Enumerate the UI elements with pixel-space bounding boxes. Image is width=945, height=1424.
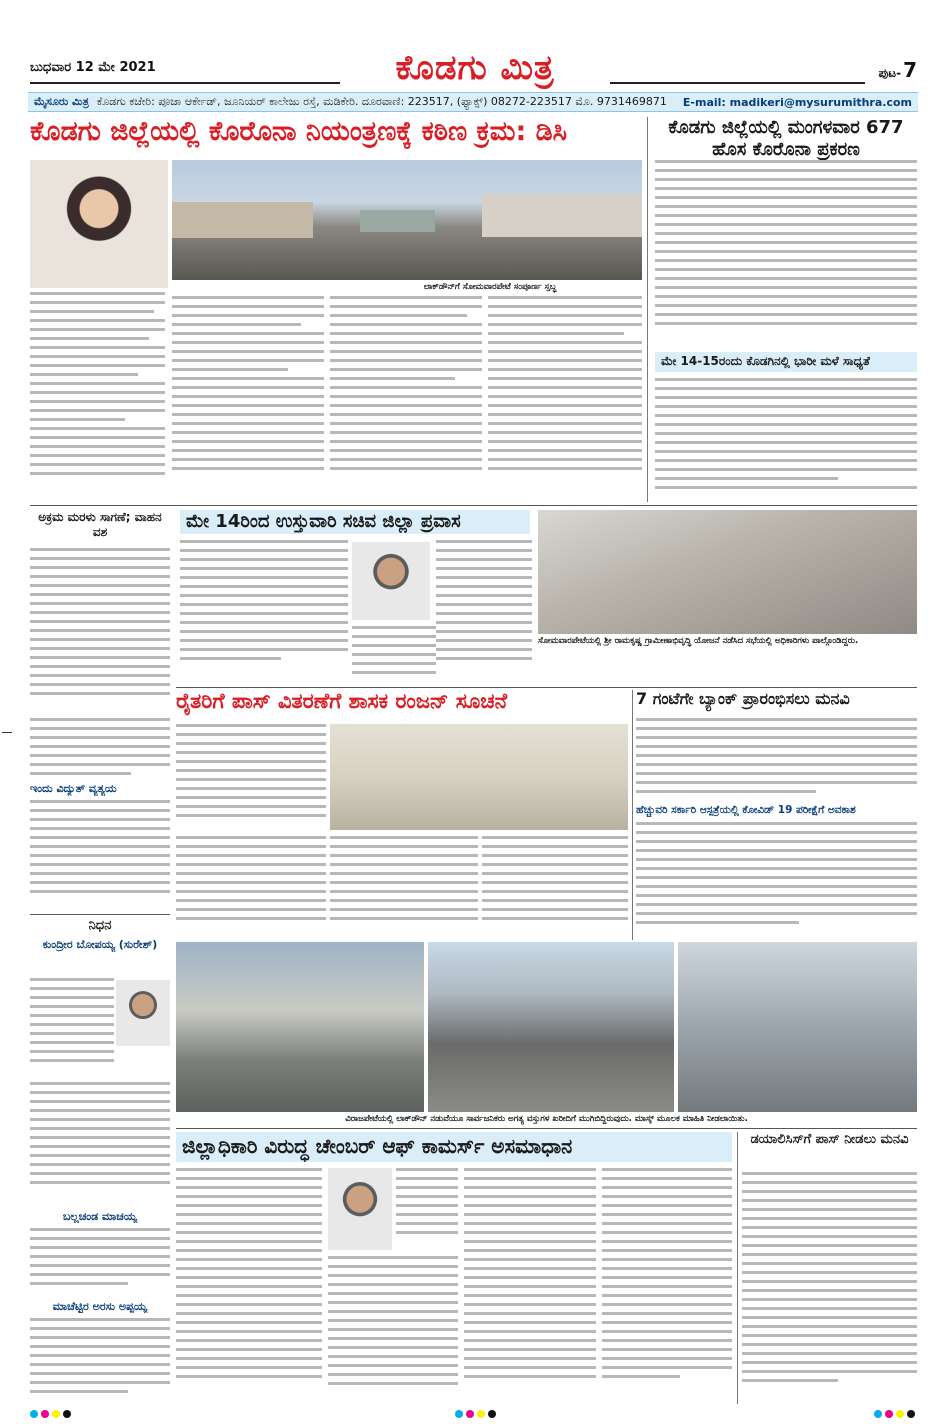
chamber-story-col2 (328, 1256, 458, 1404)
contact-bar (28, 92, 918, 112)
power-cut-headline: ಇಂದು ವಿದ್ಯುತ್ ವ್ಯತ್ಯಯ (30, 782, 117, 795)
obituary2-name: ಬಲ್ಲಚಂಡ ಮಾಚಯ್ಯ (62, 1210, 138, 1223)
page-number-value: 7 (903, 58, 917, 82)
vehicle-story (30, 548, 170, 713)
chamber-story-col1 (176, 1168, 322, 1404)
obituary3-name: ಮಾಚೆಟ್ಟಿರ ಅರಸು ಅಪ್ಪಯ್ಯ (52, 1300, 148, 1313)
section-rule (176, 687, 917, 688)
column-divider (647, 117, 648, 502)
masthead-rule-right (610, 82, 865, 84)
rain-headline: ಮೇ 14-15ರಂದು ಕೊಡಗಿನಲ್ಲಿ ಭಾರೀ ಮಳೆ ಸಾಧ್ಯತೆ (655, 352, 917, 372)
minister-portrait-photo (352, 542, 430, 620)
market-crowd-photo-2 (428, 942, 674, 1112)
corona-cases-headline: ಕೊಡಗು ಜಿಲ್ಲೆಯಲ್ಲಿ ಮಂಗಳವಾರ 677 ಹೊಸ ಕೊರೊನಾ ಪ್ರಕರಣ (668, 117, 904, 160)
masthead-logo (340, 44, 610, 92)
issue-date: ಬುಧವಾರ 12 ಮೇ 2021 (30, 60, 156, 75)
bank-headline: 7 ಗಂಟೆಗೇ ಬ್ಯಾಂಕ್ ಪ್ರಾರಂಭಿಸಲು ಮನವಿ (636, 690, 850, 708)
dialysis-story (742, 1172, 917, 1404)
obituary-photo (116, 980, 170, 1046)
vehicle-headline: ಅಕ್ರಮ ಮರಳು ಸಾಗಣೆ; ವಾಹನ ವಶ (38, 510, 162, 539)
registration-marks-right (874, 1410, 915, 1418)
obituary-story (30, 978, 114, 1078)
chamber-story-col2a (396, 1168, 458, 1250)
obituary2-story (30, 1228, 170, 1296)
bank-story (636, 718, 917, 802)
market-vendors-photo (678, 942, 917, 1112)
registration-tick (2, 732, 12, 733)
market-crowd-photo-1 (176, 942, 424, 1112)
section-rule (30, 914, 170, 915)
dc-portrait-photo (30, 160, 168, 288)
column-divider (632, 690, 633, 940)
chamber-story-col4 (602, 1168, 732, 1404)
section-rule (176, 1128, 917, 1129)
officials-meeting-photo (538, 510, 917, 634)
lead-story-col3 (330, 296, 482, 502)
covid-hospital-headline: ಹೆಚ್ಚುವರಿ ಸರ್ಕಾರಿ ಆಸ್ಪತ್ರೆಯಲ್ಲಿ ಕೋವಿಡ್ 19 ಪರೀಕ್ಷೆಗೆ ಅವಕಾಶ (636, 804, 856, 816)
newspaper-title: ಕೊಡಗು ಮಿತ್ರ (395, 48, 555, 88)
lead-story-col2 (172, 296, 324, 502)
farmers-story-col2 (176, 836, 326, 936)
obituary3-story (30, 1318, 170, 1402)
registration-marks-left (30, 1410, 71, 1418)
minister-story-col2 (436, 540, 532, 682)
farmers-headline: ರೈತರಿಗೆ ಪಾಸ್ ವಿತರಣೆಗೆ ಶಾಸಕ ರಂಜನ್ ಸೂಚನೆ (176, 690, 508, 713)
masthead-rule-left (30, 82, 340, 84)
minister-story-col3 (352, 626, 436, 682)
officials-photo-caption: ಸೋಮವಾರಪೇಟೆಯಲ್ಲಿ ಶ್ರೀ ರಾಮಕೃಷ್ಣ ಗ್ರಾಮೀಣಾಭಿವೃದ್ಧಿ ಯೋಜನೆ ನಡೆಸಿದ ಸಭೆಯಲ್ಲಿ ಅಧಿಕಾರಿಗಳು ಪಾಲ್ಗೊಂಡಿದ್ದರು. (538, 636, 859, 646)
section-rule (30, 505, 917, 506)
registration-marks-center (455, 1410, 496, 1418)
farmers-meeting-photo (330, 724, 628, 830)
farmers-story-col3 (330, 836, 478, 936)
lead-story-col1 (30, 292, 165, 502)
obituary-name: ಕುಂದ್ರೀರ ಬೋಪಯ್ಯ (ಸುರೇಶ್) (42, 938, 158, 951)
obituary-heading: ನಿಧನ (88, 918, 112, 933)
chamber-headline: ಜಿಲ್ಲಾಧಿಕಾರಿ ವಿರುದ್ಧ ಚೇಂಬರ್ ಆಫ್ ಕಾಮರ್ಸ್ ಅಸಮಾಧಾನ (176, 1132, 732, 1162)
vehicle-story-cont (30, 718, 170, 780)
obituary-story-cont (30, 1082, 170, 1202)
rain-story (655, 378, 917, 502)
column-divider (737, 1132, 738, 1404)
lead-headline: ಕೊಡಗು ಜಿಲ್ಲೆಯಲ್ಲಿ ಕೊರೊನಾ ನಿಯಂತ್ರಣಕ್ಕೆ ಕಠಿಣ ಕ್ರಮ: ಡಿಸಿ (30, 117, 568, 147)
covid-hospital-story (636, 822, 917, 936)
minister-headline: ಮೇ 14ರಿಂದ ಉಸ್ತುವಾರಿ ಸಚಿವ ಜಿಲ್ಲಾ ಪ್ರವಾಸ (180, 510, 530, 534)
dialysis-headline: ಡಯಾಲಿಸಿಸ್‌ಗೆ ಪಾಸ್ ನೀಡಲು ಮನವಿ (750, 1132, 909, 1147)
chamber-story-col3 (464, 1168, 596, 1404)
market-photo-caption: ವಿರಾಜಪೇಟೆಯಲ್ಲಿ ಲಾಕ್‌ಡೌನ್ ನಡುವೆಯೂ ಸಾರ್ವಜನಿಕರು ಅಗತ್ಯ ವಸ್ತುಗಳ ಖರೀದಿಗೆ ಮುಗಿಬಿದ್ದಿರುವುದು. ಮಾಸ್ಕ್ ಮೂಲಕ ಮಾಹಿತಿ ನೀಡಲಾಯಿತು. (345, 1114, 748, 1124)
page-label: ಪುಟ- (878, 66, 902, 80)
minister-story-col1 (180, 540, 348, 682)
farmers-story-col4 (482, 836, 628, 936)
contact-brand: ಮೈಸೂರು ಮಿತ್ರ (34, 95, 89, 108)
corona-cases-story (655, 160, 917, 350)
contact-address: ಕೊಡಗು ಕಚೇರಿ: ಪೂಜಾ ಆರ್ಕೇಡ್, ಜೂನಿಯರ್ ಕಾಲೇಜು ರಸ್ತೆ, ಮಡಿಕೇರಿ. ದೂರವಾಣಿ: 223517, (ಫ್ಯಾಕ್ಸ್) 08272-223517 ಮೊ. 9731469871 (96, 95, 667, 108)
street-photo-caption: ಲಾಕ್‌ಡೌನ್‌ಗೆ ಸೋಮವಾರಪೇಟೆ ಸಂಪೂರ್ಣ ಸ್ತಬ್ಧ (423, 282, 557, 292)
contact-email: E-mail: madikeri@mysurumithra.com (682, 95, 912, 109)
power-cut-story (30, 800, 170, 910)
farmers-story-col1 (176, 724, 326, 830)
lockdown-street-photo (172, 160, 642, 280)
page-number (878, 58, 917, 82)
chamber-president-photo (328, 1168, 392, 1250)
lead-story-col4 (488, 296, 642, 502)
